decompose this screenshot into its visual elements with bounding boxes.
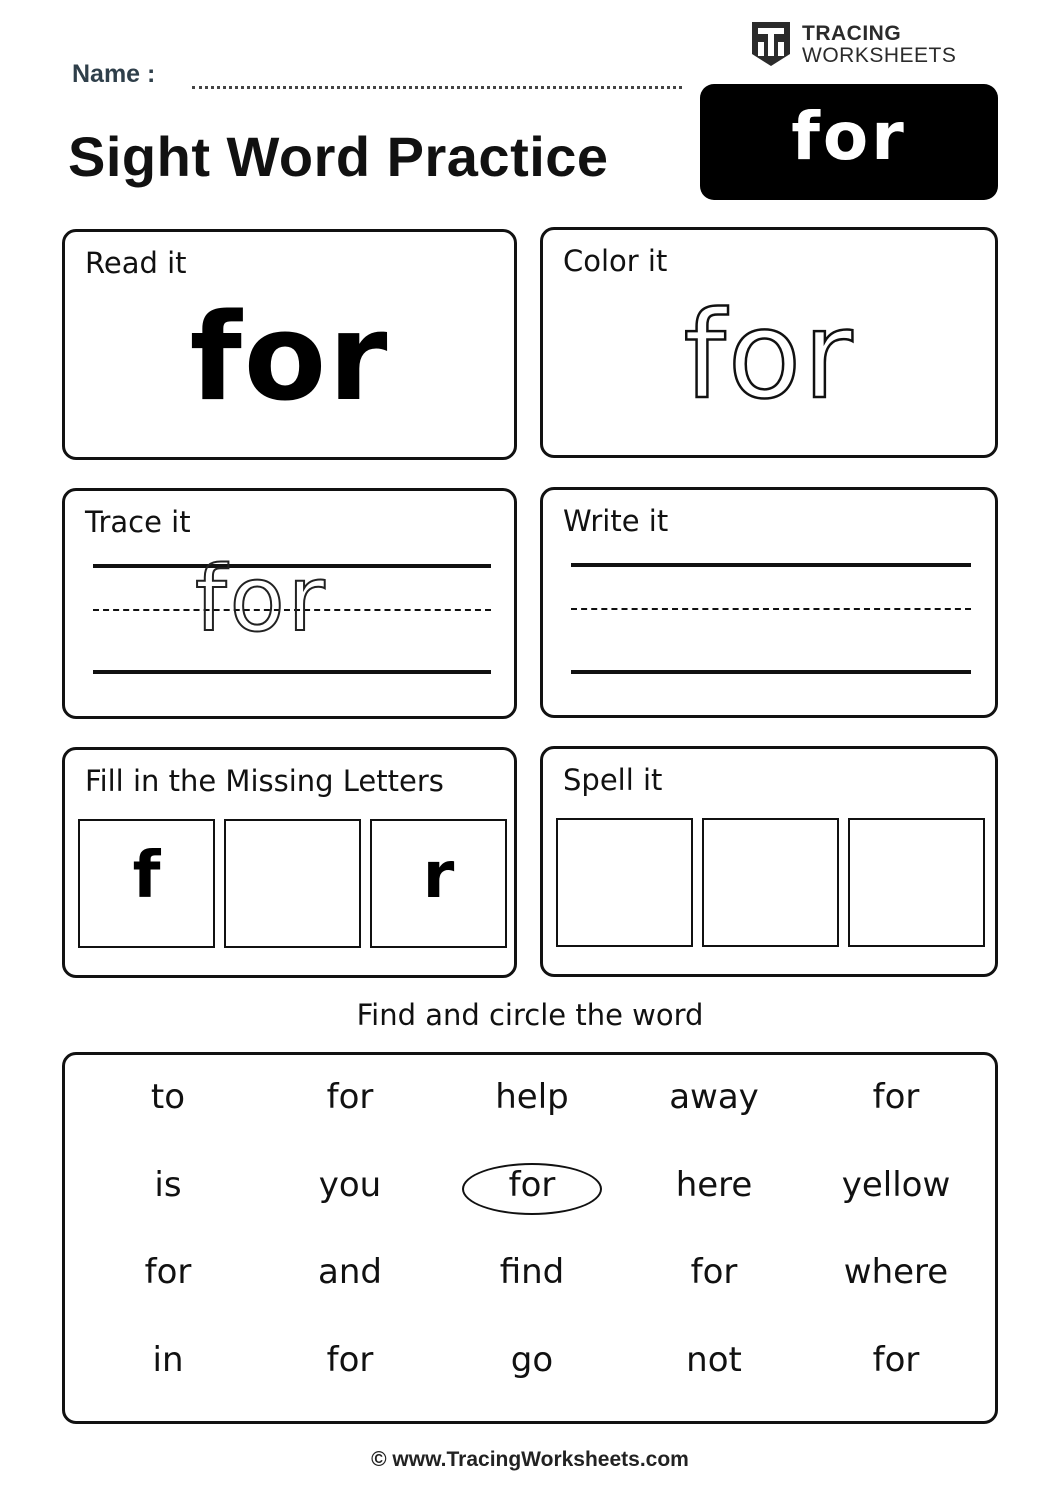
grid-word[interactable]: and: [318, 1252, 382, 1292]
grid-word[interactable]: you: [318, 1165, 382, 1205]
tracing-worksheets-logo-icon: [750, 20, 792, 68]
color-it-outline-word[interactable]: for: [683, 287, 855, 426]
sight-word-badge: [700, 84, 998, 200]
trace-it-panel: [62, 488, 517, 719]
letter: f: [132, 839, 161, 913]
grid-word[interactable]: for: [144, 1252, 192, 1292]
spell-box[interactable]: [848, 818, 985, 947]
brand-name-line1: TRACING: [802, 22, 902, 45]
read-it-word: for: [189, 289, 390, 428]
missing-letters-panel: [62, 747, 517, 978]
grid-word[interactable]: here: [675, 1165, 753, 1205]
write-base-line[interactable]: [571, 670, 971, 674]
write-top-line: [571, 563, 971, 567]
spell-box[interactable]: [556, 818, 693, 947]
color-it-label: Color it: [563, 244, 668, 278]
grid-word[interactable]: is: [154, 1165, 182, 1205]
grid-word[interactable]: to: [150, 1077, 186, 1117]
word-grid-panel: [62, 1052, 998, 1424]
trace-word[interactable]: for: [195, 547, 328, 652]
footer-copyright: © www.TracingWorksheets.com: [371, 1448, 689, 1471]
page-title: Sight Word Practice: [68, 125, 609, 188]
missing-letters-label: Fill in the Missing Letters: [85, 764, 444, 798]
grid-word[interactable]: where: [843, 1252, 949, 1292]
name-label: Name :: [72, 60, 156, 88]
grid-word[interactable]: for: [508, 1165, 556, 1205]
letter: r: [422, 839, 455, 913]
trace-it-label: Trace it: [85, 505, 191, 539]
name-field[interactable]: [192, 86, 682, 89]
find-and-circle-label: Find and circle the word: [356, 998, 704, 1032]
grid-word[interactable]: yellow: [841, 1165, 951, 1205]
grid-word[interactable]: for: [872, 1077, 920, 1117]
sight-word: for: [791, 98, 907, 175]
letter-box: [370, 819, 507, 948]
read-it-panel: [62, 229, 517, 460]
brand-logo: [750, 20, 980, 70]
brand-name-line2: WORKSHEETS: [802, 44, 957, 67]
read-it-label: Read it: [85, 246, 187, 280]
grid-word[interactable]: for: [326, 1077, 374, 1117]
write-it-panel: [540, 487, 998, 718]
letter-box-blank[interactable]: [224, 819, 361, 948]
grid-word[interactable]: for: [326, 1340, 374, 1380]
grid-word[interactable]: for: [872, 1340, 920, 1380]
grid-word[interactable]: away: [669, 1077, 759, 1117]
grid-word[interactable]: help: [495, 1077, 569, 1117]
write-it-label: Write it: [563, 504, 669, 538]
grid-word[interactable]: for: [690, 1252, 738, 1292]
grid-word[interactable]: not: [686, 1340, 742, 1380]
spell-it-panel: [540, 746, 998, 977]
grid-word[interactable]: find: [499, 1252, 565, 1292]
grid-word[interactable]: go: [510, 1340, 554, 1380]
spell-box[interactable]: [702, 818, 839, 947]
spell-it-label: Spell it: [563, 763, 663, 797]
write-mid-line: [571, 608, 971, 610]
letter-box: [78, 819, 215, 948]
color-it-panel: [540, 227, 998, 458]
grid-word[interactable]: in: [152, 1340, 184, 1380]
trace-base-line: [93, 670, 491, 674]
